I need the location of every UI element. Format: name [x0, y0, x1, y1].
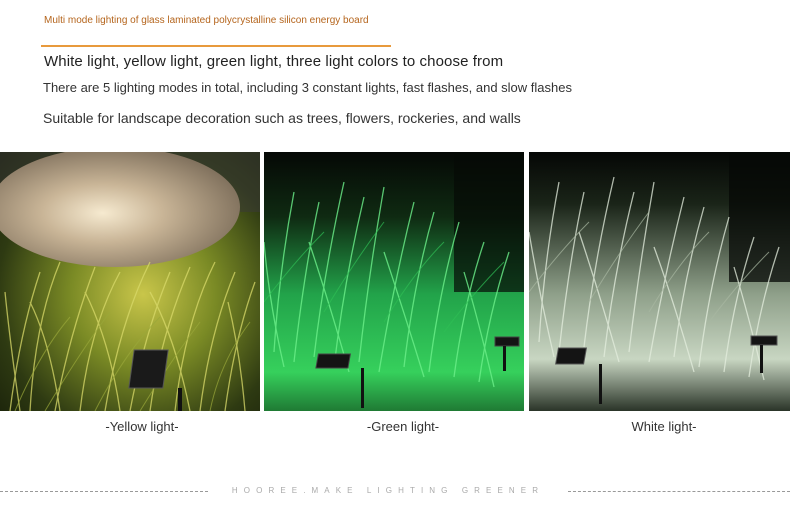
footer-divider-right [568, 491, 790, 492]
headline: White light, yellow light, green light, three light colors to choose from [44, 53, 504, 70]
footer [0, 484, 790, 498]
product-tagline: Multi mode lighting of glass laminated polycrystalline silicon energy board [44, 15, 369, 26]
yellow-light-caption: -Yellow light- [105, 419, 179, 434]
yellow-light-photo [0, 152, 260, 411]
white-light-photo [529, 152, 790, 411]
green-light-caption: -Green light- [366, 419, 440, 434]
green-light-photo [264, 152, 524, 411]
tagline-underline [41, 45, 391, 47]
lighting-modes-text: There are 5 lighting modes in total, including 3 constant lights, fast flashes, and slow flashes [43, 80, 572, 95]
footer-slogan: HOOREE.MAKE LIGHTING GREENER [231, 486, 545, 495]
footer-divider-left [0, 491, 208, 492]
white-light-caption: White light- [631, 419, 697, 434]
usage-text: Suitable for landscape decoration such as trees, flowers, rockeries, and walls [43, 110, 521, 126]
